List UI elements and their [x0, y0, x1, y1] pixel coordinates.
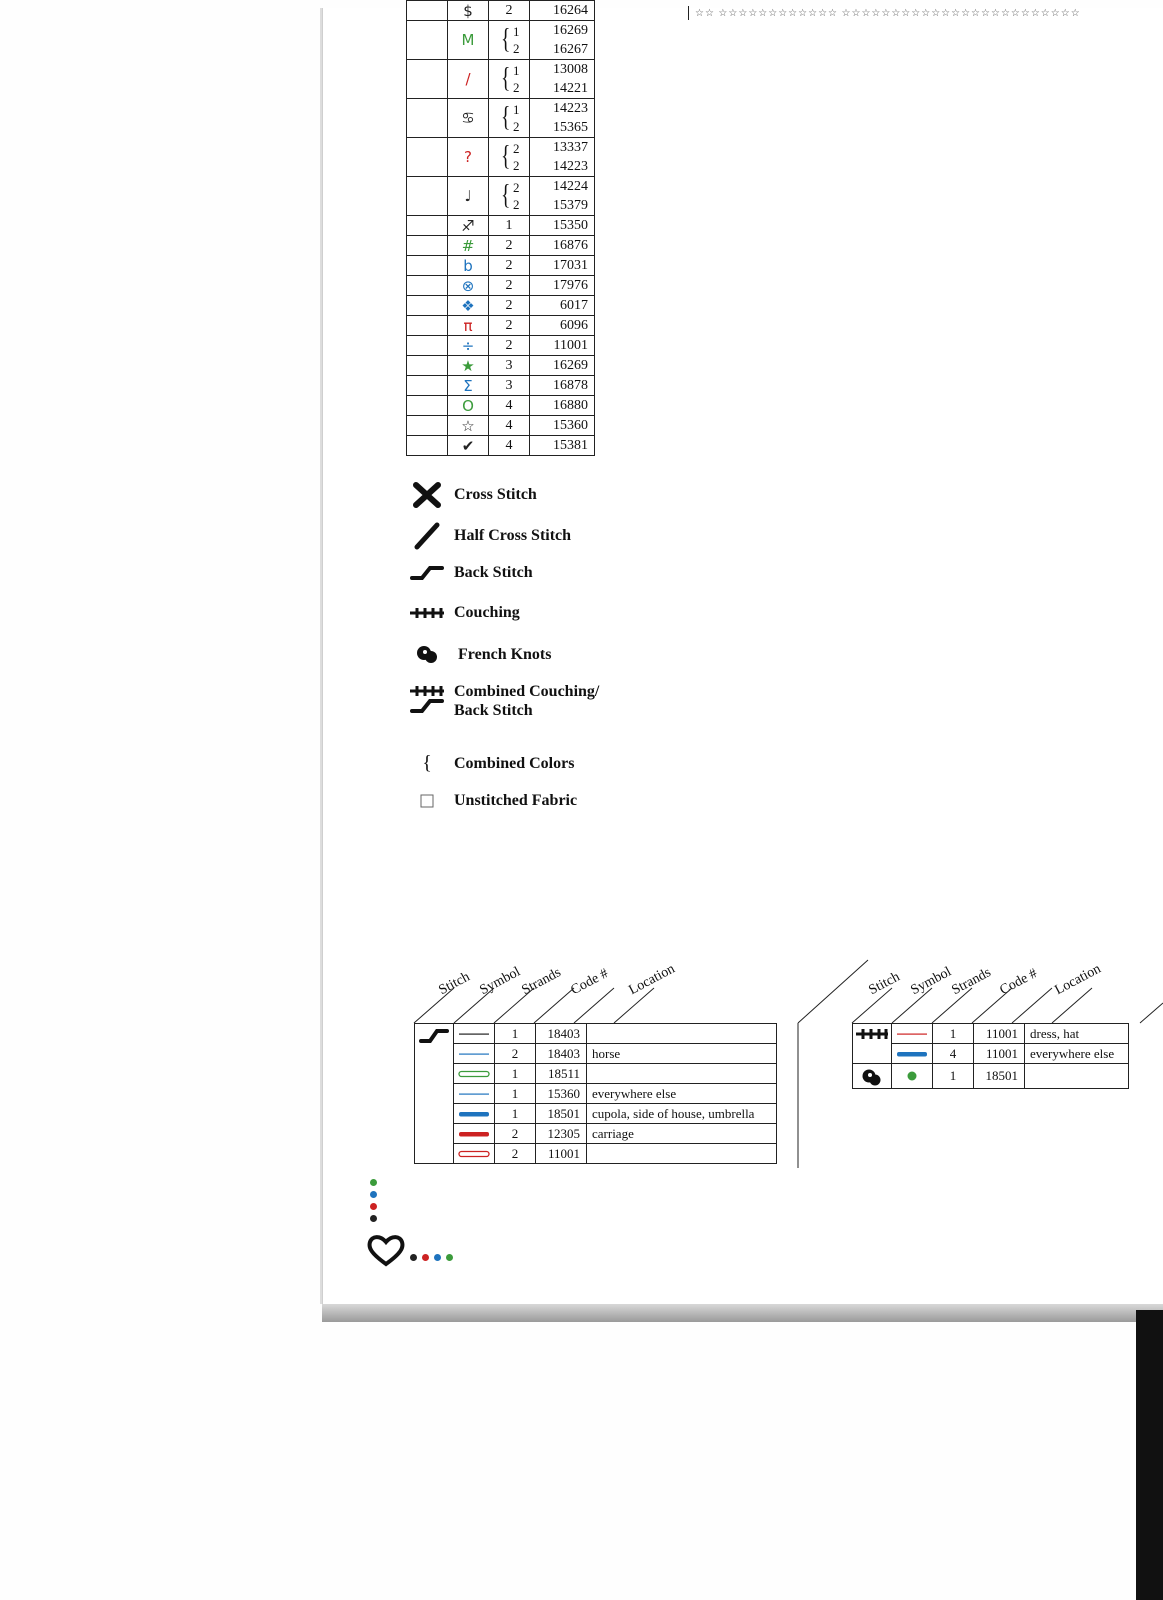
location-cell: horse [587, 1044, 777, 1064]
strands-cell: 2 [489, 276, 530, 296]
header-symbol: Symbol [477, 964, 524, 999]
strand-value: 1 [512, 63, 520, 78]
decor-dot [370, 1179, 377, 1186]
code-value: 16878 [553, 378, 588, 393]
legend-french-knots: French Knots [408, 644, 551, 666]
strands-cell: 4 [933, 1044, 974, 1064]
symbol-cell: Σ [448, 376, 489, 396]
brace-glyph: { [500, 63, 510, 94]
code-value: 16267 [553, 42, 588, 57]
symbol-cell: π [448, 316, 489, 336]
symbol-cell: ⊗ [448, 276, 489, 296]
brace-glyph: { [500, 24, 510, 55]
legend-half-cross-stitch: Half Cross Stitch [408, 522, 571, 550]
strand-value: 2 [512, 158, 520, 173]
header-location-2: Location [1052, 961, 1104, 999]
brace-glyph: { [500, 141, 510, 172]
code-value: 16269 [553, 358, 588, 373]
strands-cell: 2 [489, 336, 530, 356]
strand-value: 2 [512, 119, 520, 134]
code-value: 14224 [553, 179, 588, 194]
code-cell: 18511 [536, 1064, 587, 1084]
code-cell: 18403 [536, 1044, 587, 1064]
strand-value: 1 [512, 24, 520, 39]
strands-cell: 1 [495, 1024, 536, 1044]
strand-value: 2 [512, 141, 520, 156]
symbol-cell: M [448, 21, 489, 60]
code-value: 6017 [560, 298, 588, 313]
symbol-cell: ♩ [448, 177, 489, 216]
combined-label-line2: Back Stitch [454, 702, 533, 719]
strands-cell: 1 [495, 1104, 536, 1124]
strands-cell: 2 [495, 1144, 536, 1164]
strand-value: 1 [512, 102, 520, 117]
legend-cross-stitch: Cross Stitch [408, 482, 537, 508]
decor-dot [370, 1191, 377, 1198]
strands-cell: 1 [495, 1064, 536, 1084]
code-value: 13008 [553, 62, 588, 77]
symbol-cell: ♐ [448, 216, 489, 236]
strands-cell: 1 [933, 1064, 974, 1089]
symbol-cell: / [448, 60, 489, 99]
combined-label-line1: Combined Couching/ [454, 683, 600, 700]
header-symbol-2: Symbol [908, 964, 955, 999]
strand-value: 2 [512, 41, 520, 56]
code-value: 17976 [553, 278, 588, 293]
location-cell: cupola, side of house, umbrella [587, 1104, 777, 1124]
strands-cell: 3 [489, 376, 530, 396]
strands-cell: 1 [933, 1024, 974, 1044]
brace-icon: { [422, 752, 432, 774]
strand-value: 2 [512, 80, 520, 95]
code-value: 11001 [553, 338, 588, 353]
code-cell: 18501 [536, 1104, 587, 1124]
header-stitch-2: Stitch [866, 969, 903, 999]
strands-cell: 2 [489, 296, 530, 316]
symbol-cell: ? [448, 138, 489, 177]
header-code: Code # [568, 966, 611, 999]
legend-couching: Couching [408, 604, 520, 622]
location-cell: everywhere else [1025, 1044, 1129, 1064]
heart-icon [366, 1234, 406, 1268]
strands-cell: 4 [489, 416, 530, 436]
symbol-cell: # [448, 236, 489, 256]
code-value: 15365 [553, 120, 588, 135]
decor-dot [422, 1254, 429, 1261]
strands-cell: 2 [495, 1124, 536, 1144]
code-cell: 11001 [536, 1144, 587, 1164]
decor-dot [446, 1254, 453, 1261]
header-stitch: Stitch [436, 969, 473, 999]
strands-cell: 2 [489, 316, 530, 336]
legend-combined-colors: { Combined Colors [408, 752, 574, 775]
location-cell: dress, hat [1025, 1024, 1129, 1044]
code-value: 15360 [553, 418, 588, 433]
decor-dot [370, 1203, 377, 1210]
symbol-cell: ÷ [448, 336, 489, 356]
strands-cell: 2 [489, 236, 530, 256]
strand-value: 2 [512, 197, 520, 212]
strands-cell: 2 [495, 1044, 536, 1064]
symbol-cell: b [448, 256, 489, 276]
brace-glyph: { [500, 102, 510, 133]
symbol-cell: ♋ [448, 99, 489, 138]
legend-back-stitch: Back Stitch [408, 564, 533, 582]
code-value: 14221 [553, 81, 588, 96]
chart-edge-strip: ☆☆ ☆☆☆☆☆☆☆☆☆☆☆☆ ☆☆☆☆☆☆☆☆☆☆☆☆☆☆☆☆☆☆☆☆☆☆☆☆ [695, 8, 1081, 19]
header-strands: Strands [519, 965, 564, 999]
code-value: 14223 [553, 159, 588, 174]
location-cell: carriage [587, 1124, 777, 1144]
code-value: 15350 [553, 218, 588, 233]
code-value: 14223 [553, 101, 588, 116]
symbol-cell: $ [448, 1, 489, 21]
code-value: 13337 [553, 140, 588, 155]
legend-unstitched-fabric: Unstitched Fabric [408, 792, 577, 810]
strand-value: 2 [512, 180, 520, 195]
symbol-cell: ❖ [448, 296, 489, 316]
code-cell: 18501 [974, 1064, 1025, 1089]
decor-dot [370, 1215, 377, 1222]
code-value: 16876 [553, 238, 588, 253]
header-strands-2: Strands [949, 965, 994, 999]
code-cell: 15360 [536, 1084, 587, 1104]
header-code-2: Code # [997, 966, 1040, 999]
strands-cell: 4 [489, 396, 530, 416]
strands-cell: 1 [495, 1084, 536, 1104]
strands-cell: 2 [489, 256, 530, 276]
code-value: 6096 [560, 318, 588, 333]
code-cell: 18403 [536, 1024, 587, 1044]
decor-dot [410, 1254, 417, 1261]
strands-cell: 3 [489, 356, 530, 376]
symbol-cell: ★ [448, 356, 489, 376]
symbol-cell: ✔ [448, 436, 489, 456]
code-cell: 11001 [974, 1024, 1025, 1044]
location-cell: everywhere else [587, 1084, 777, 1104]
decor-dot [434, 1254, 441, 1261]
code-cell: 11001 [974, 1044, 1025, 1064]
brace-glyph: { [500, 180, 510, 211]
symbol-cell: O [448, 396, 489, 416]
code-value: 17031 [553, 258, 588, 273]
code-value: 16880 [553, 398, 588, 413]
code-cell: 12305 [536, 1124, 587, 1144]
symbol-cell: ☆ [448, 416, 489, 436]
header-location: Location [626, 961, 678, 999]
strands-cell: 4 [489, 436, 530, 456]
code-value: 15381 [553, 438, 588, 453]
strands-cell: 2 [489, 1, 530, 21]
strands-cell: 1 [489, 216, 530, 236]
code-value: 16269 [553, 23, 588, 38]
code-value: 16264 [553, 3, 588, 18]
code-value: 15379 [553, 198, 588, 213]
